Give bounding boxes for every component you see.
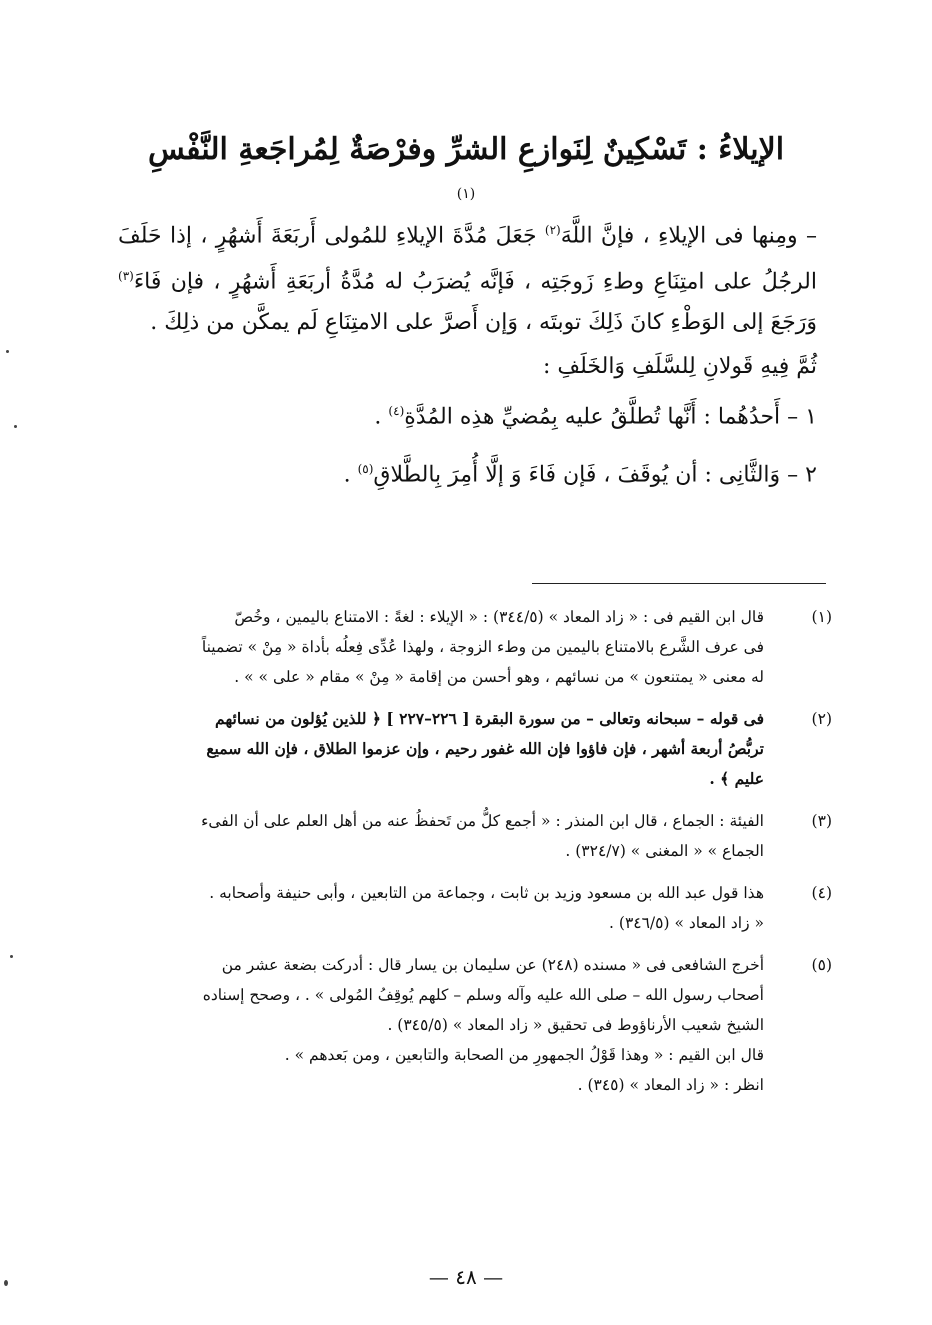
quran-verse: عليم ﴾ . <box>709 769 764 788</box>
scan-speck <box>4 1280 8 1286</box>
scan-speck <box>10 955 13 958</box>
chapter-title <box>140 128 792 222</box>
footnote-number: (١) <box>811 608 832 626</box>
footnotes <box>128 602 832 1112</box>
title-footnote-marker: (١) <box>456 186 476 202</box>
footnote-line <box>128 734 764 764</box>
footnote-line: « زاد المعاد » (٣٤٦/٥) . <box>609 914 764 932</box>
quran-verse: تربُّصُ أربعة أشهر ، فإن فاؤوا فإن الله غفور رحيم ، وإن عزموا الطلاق ، فإن الله سميع <box>206 739 764 758</box>
two-opinions-intro: ثُمَّ فِيهِ قَولانِ لِلسَّلَفِ وَالخَلَفِ : <box>542 353 817 379</box>
footnote-line: قال ابن القيم فى : « زاد المعاد » (٣٤٤/٥) : « الإيلاء : لغةً : الامتناع باليمين ، وخُصّ <box>234 608 764 626</box>
footnote-line <box>128 704 764 734</box>
footnote-line: أخرج الشافعى فى « مسنده (٢٤٨) عن سليمان بن يسار قال : أدركت بضعة عشر من <box>221 956 764 974</box>
para-line1-start: – ومِنها فى الإيلاءِ ، فإنَّ اللَّهَ <box>560 223 817 249</box>
footnote-ref-4: (٤) <box>388 403 405 418</box>
footnote-number: (٣) <box>811 812 832 830</box>
footnote-5 <box>128 950 832 1100</box>
footnote-line: الشيخ شعيب الأرناؤوط فى تحقيق « زاد المعاد » (٣٤٥/٥) . <box>387 1016 764 1034</box>
footnote-line: فى عرف الشَّرع بالامتناع باليمين من وطء الزوجة ، ولهذا عُدِّى فِعلُه بأداة « مِنْ » تضميناً <box>201 638 764 656</box>
footnote-ref-2: (٢) <box>544 223 561 237</box>
opinion-1-text: أَحدُهُما : أَنَّها تُطلَّقُ عليه بِمُضيِّ هذِه المُدَّةِ <box>404 403 781 429</box>
footnote-2 <box>128 704 832 794</box>
footnote-line: قال ابن القيم : « وهذا قَوْلُ الجمهورِ من الصحابة والتابعين ، ومن بَعدهم » . <box>284 1046 764 1064</box>
footnote-4 <box>128 878 832 938</box>
para-line1-end: جَعَلَ مُدَّةَ الإيلاءِ للمُولى أَربَعَةَ أَشهُرٍ ، إذا <box>169 223 537 249</box>
footnote-line: انظر : « زاد المعاد » (٣٤٥) . <box>577 1076 764 1094</box>
footnote-1 <box>128 602 832 692</box>
footnote-ref-5: (٥) <box>357 461 374 476</box>
opinion-1-number: ١ – <box>787 403 817 429</box>
opinion-1-end: . <box>374 403 389 429</box>
footnote-line: له معنى « يمتنعون » من نسائهم ، وهو أحسن من إقامة « مِنْ » مقام « على » » . <box>234 668 764 686</box>
footnote-ref-3: (٣) <box>118 269 134 284</box>
para-line4: ذلِكَ . <box>150 309 200 335</box>
footnote-separator <box>532 583 826 584</box>
footnote-line: أصحاب رسول الله – صلى الله عليه وآله وسلم – كلهم يُوقِفُ المُولى » . ، وصحح إسناده <box>202 986 764 1004</box>
para-line3-end: وَرَجَعَ إلى الوَطْءِ كانَ ذَلِكَ توبتَه ، وَإن أَصرَّ على الامتِنَاعِ لَم يمكَّن من <box>206 309 817 335</box>
paragraph-ila <box>118 210 817 343</box>
footnote-number: (٢) <box>811 710 832 728</box>
footnote-number: (٤) <box>811 884 832 902</box>
footnote-line <box>128 764 764 794</box>
chapter-title-text: الإيلاءُ : تَسْكِينٌ لِنَوازعِ الشرِّ وفرْصَةٌ لِمُراجَعةِ النَّفْسِ <box>147 132 785 167</box>
footnote-line: هذا قول عبد الله بن مسعود وزيد بن ثابت ، وجماعة من التابعين ، وأبى حنيفة وأصحابه . <box>209 884 764 902</box>
para-line2: حَلَفَ الرجُلُ على امتِنَاعِ وطءِ زَوجَتِه ، فَإنَّه يُضرَبُ له مُدَّةُ أربَعَةِ أَشهُرٍ ، فإن <box>118 223 818 295</box>
opinion-2-text: وَالثَّانِى : أن يُوقَفَ ، فَإن فَاءَ وَ إلَّا أُمِرَ بِالطَّلاقِ <box>373 462 781 488</box>
para-line3-start: فَاءَ <box>133 269 162 295</box>
scan-speck <box>14 425 17 428</box>
page-number: — ٤٨ — <box>428 1265 504 1289</box>
footnote-number: (٥) <box>811 956 832 974</box>
footnote-line: الفيئة : الجماع ، قال ابن المنذر : « أجمع كلُّ من تَحفظُ عنه من أهل العلم على أن الفىء <box>201 812 764 830</box>
opinion-item-1 <box>118 391 817 437</box>
quran-verse: فى قوله – سبحانه وتعالى – من سورة البقرة [ ٢٢٦–٢٢٧ ] ﴿ للذين يُؤلون من نسائهم <box>215 709 764 728</box>
opinion-item-2 <box>118 449 817 495</box>
opinion-2-number: ٢ – <box>787 462 817 488</box>
footnote-line: الجماع » « المغنى » (٣٢٤/٧) . <box>565 842 764 860</box>
opinion-2-end: . <box>343 462 358 488</box>
scan-speck <box>6 350 9 353</box>
main-text <box>118 210 817 495</box>
footnote-3 <box>128 806 832 866</box>
